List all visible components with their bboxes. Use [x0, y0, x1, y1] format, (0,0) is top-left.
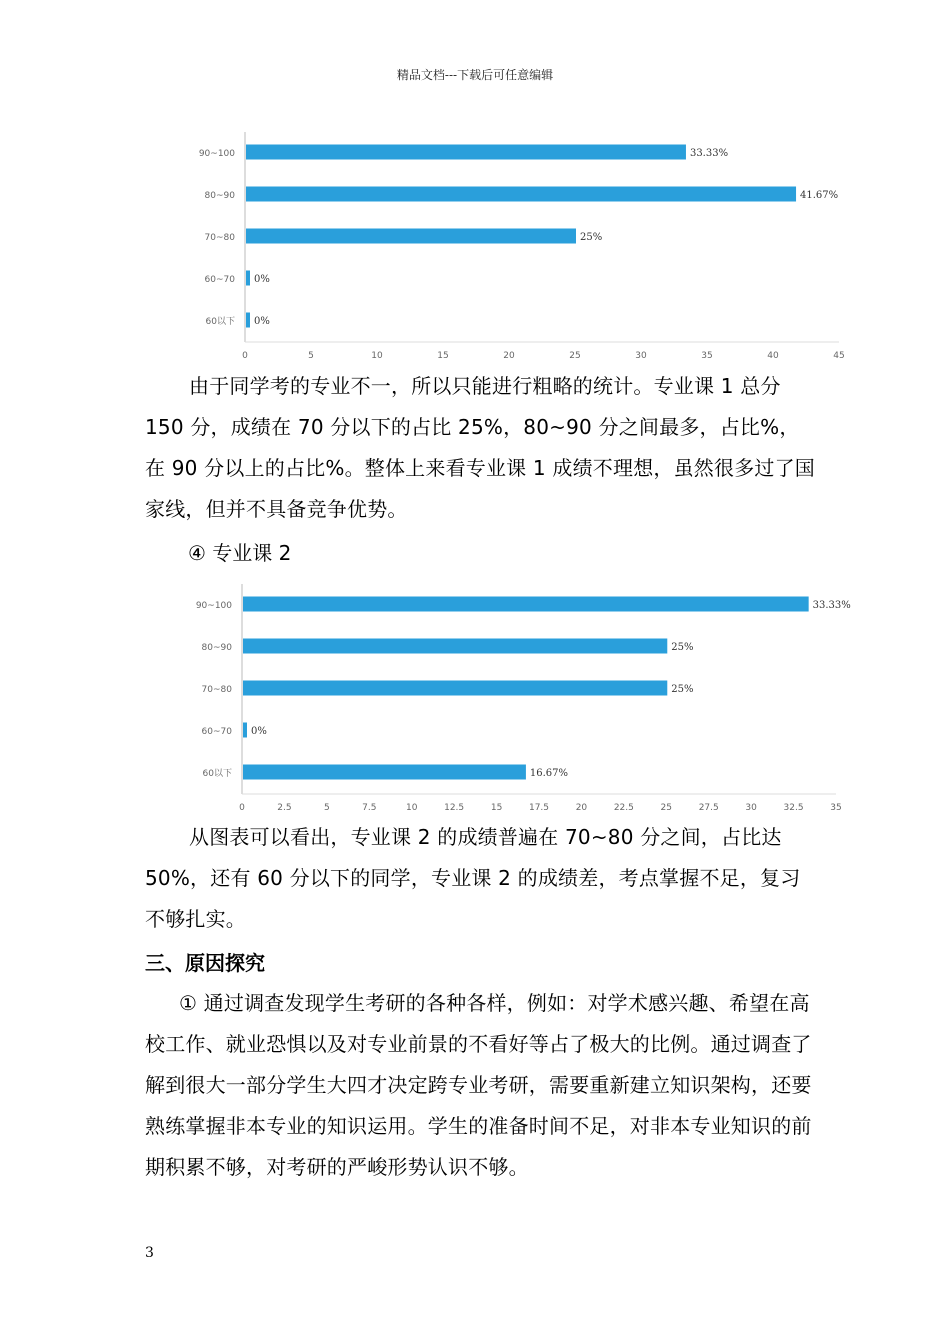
category-label: 60以下 — [205, 317, 235, 327]
category-label: 70~80 — [204, 233, 235, 243]
data-label: 33.33% — [689, 148, 729, 159]
tick-label: 7.5 — [362, 803, 377, 813]
tick-label: 25 — [569, 351, 581, 361]
bar — [243, 681, 667, 696]
tick-label: 20 — [575, 803, 588, 813]
chart-course1 — [0, 128, 950, 368]
tick-label: 5 — [308, 351, 314, 361]
category-label: 90~100 — [198, 149, 235, 159]
bar — [246, 229, 576, 244]
tick-label: 2.5 — [277, 803, 292, 813]
data-label: 16.67% — [529, 768, 569, 779]
category-label: 70~80 — [201, 685, 232, 695]
paragraph-reasons — [145, 983, 815, 1188]
chart-course2 — [0, 580, 950, 820]
tick-label: 32.5 — [783, 803, 804, 813]
paragraph-course2-text: 从图表可以看出，专业课 2 的成绩普遍在 70~80 分之间，占比达 50%，还有 60 分以下的同学，专业课 2 的成绩差，考点掌握不足，复习不够扎实。 — [145, 825, 801, 931]
category-label: 90~100 — [195, 601, 232, 611]
paragraph-course1 — [145, 366, 815, 530]
data-label: 25% — [671, 684, 694, 695]
tick-label: 40 — [767, 351, 779, 361]
paragraph-reasons-text: ① 通过调查发现学生考研的各种各样，例如：对学术感兴趣、希望在高校工作、就业恐惧以及对专业前景的不看好等占了极大的比例。通过调查了解到很大一部分学生大四才决定跨专业考研，需要重新建立知识架构，还要熟练掌握非本专业的知识运用。学生的准备时间不足，对非本专业知识的前期积累不够，对考研的严峻形势认识不够。 — [145, 991, 812, 1179]
tick-label: 22.5 — [613, 803, 634, 813]
tick-label: 15 — [490, 803, 503, 813]
tick-label: 0 — [242, 351, 248, 361]
data-label: 0% — [251, 726, 267, 737]
tick-label: 25 — [660, 803, 673, 813]
tick-label: 12.5 — [444, 803, 465, 813]
bar — [243, 597, 809, 612]
section-heading-reasons: 三、原因探究 — [145, 951, 265, 975]
bar — [243, 723, 247, 738]
category-label: 60以下 — [202, 769, 232, 779]
category-label: 60~70 — [204, 275, 235, 285]
data-label: 25% — [580, 232, 603, 243]
bar — [243, 765, 526, 780]
category-label: 80~90 — [201, 643, 232, 653]
subheading-course2: ④ 专业课 2 — [188, 541, 292, 565]
bar — [243, 639, 667, 654]
paragraph-course1-text: 由于同学考的专业不一，所以只能进行粗略的统计。专业课 1 总分 150 分，成绩在 70 分以下的占比 25%，80~90 分之间最多，占比%，在 90 分以上的占比%。整体上来看专业课 1 成绩不理想，虽然很多过了国家线，但并不具备竞争优势。 — [145, 374, 816, 521]
chart-course1-svg — [0, 128, 950, 368]
page-number: 3 — [145, 1245, 154, 1261]
tick-label: 20 — [503, 351, 515, 361]
category-label: 80~90 — [204, 191, 235, 201]
bar — [246, 187, 796, 202]
bar — [246, 313, 250, 328]
data-label: 33.33% — [812, 600, 851, 611]
tick-label: 10 — [405, 803, 418, 813]
document-header: 精品文档---下载后可任意编辑 — [396, 68, 554, 82]
tick-label: 27.5 — [698, 803, 719, 813]
tick-label: 15 — [437, 351, 449, 361]
data-label: 0% — [254, 316, 270, 327]
bar — [246, 145, 686, 160]
tick-label: 17.5 — [528, 803, 550, 813]
bar — [246, 271, 250, 286]
data-label: 25% — [671, 642, 694, 653]
category-label: 60~70 — [201, 727, 232, 737]
tick-label: 10 — [371, 351, 383, 361]
tick-label: 5 — [323, 803, 330, 813]
data-label: 41.67% — [800, 190, 839, 201]
tick-label: 35 — [701, 351, 713, 361]
data-label: 0% — [254, 274, 270, 285]
tick-label: 30 — [745, 803, 757, 813]
chart-course2-svg — [0, 580, 950, 820]
tick-label: 35 — [830, 803, 842, 813]
tick-label: 0 — [239, 803, 245, 813]
tick-label: 45 — [833, 351, 845, 361]
paragraph-course2 — [145, 817, 815, 940]
tick-label: 30 — [635, 351, 647, 361]
